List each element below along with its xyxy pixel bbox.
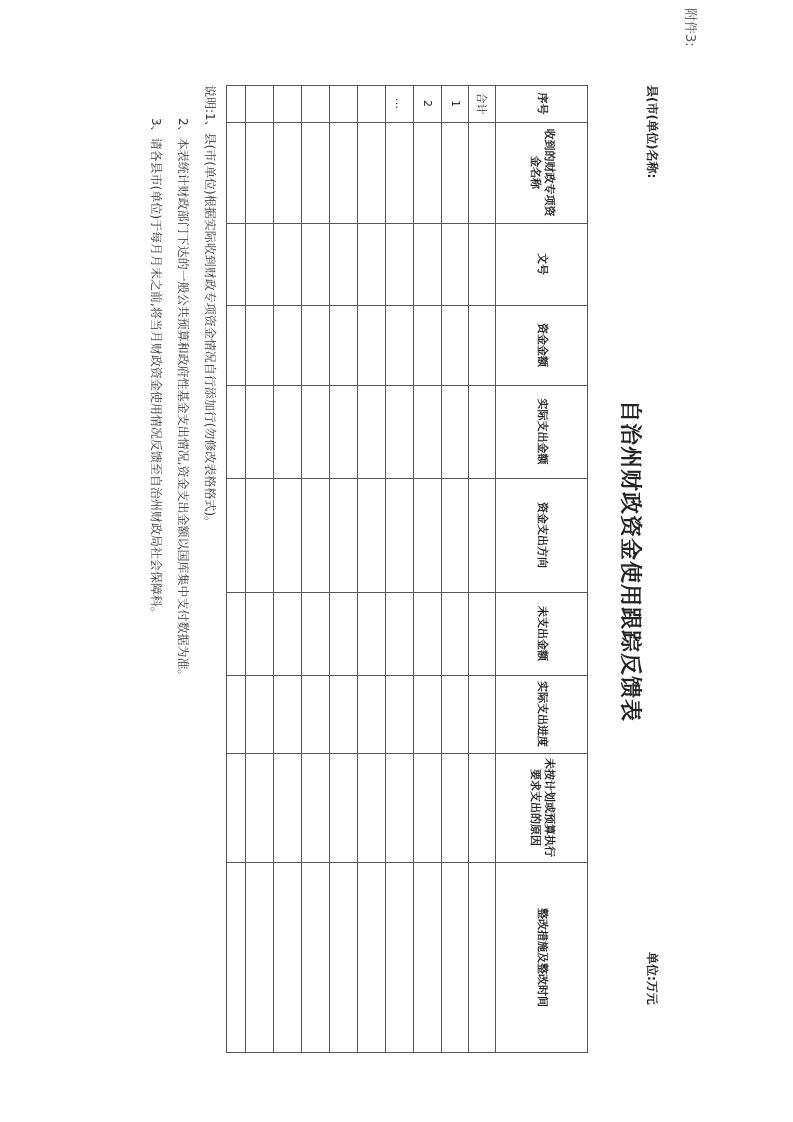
- table-gridline: [468, 85, 469, 1053]
- note-line: 说明:1、县(市(单位)根据实际收到财政专项资金情况自行添加行(勿修改表格格式)。: [203, 85, 217, 529]
- header-delay-reason: 未按计划或预算执行要求支出的原因: [529, 758, 556, 857]
- table-gridline: [226, 85, 227, 1053]
- table-gridline: [226, 385, 588, 386]
- row-label: 合计: [475, 92, 489, 115]
- row-label: [226, 85, 246, 122]
- table-gridline: [226, 478, 588, 479]
- header-fund-amount: 资金金额: [536, 323, 549, 367]
- feedback-table: [226, 85, 588, 1053]
- row-label: [274, 85, 302, 122]
- header-actual-expenditure: 实际支出金额: [536, 398, 549, 465]
- table-gridline: [226, 675, 588, 676]
- table-gridline: [587, 85, 588, 1053]
- table-gridline: [226, 305, 588, 306]
- header-expenditure-progress: 实际支出进度: [536, 681, 549, 747]
- row-label: [246, 85, 274, 122]
- county-name-label: 县(市(单位)名称:: [645, 85, 659, 179]
- header-document-no: 文号: [536, 253, 549, 275]
- row-label: [330, 85, 358, 122]
- attachment-label: 附件3:: [682, 8, 697, 47]
- row-label: [302, 85, 330, 122]
- table-gridline: [226, 223, 588, 224]
- table-gridline: [226, 122, 588, 123]
- unit-label: 单位:万元: [645, 952, 659, 1005]
- table-gridline: [226, 85, 588, 86]
- page-title: 自治州财政资金使用跟踪反馈表: [617, 399, 642, 722]
- table-gridline: [273, 85, 274, 1053]
- header-rectification: 整改措施及整改时间: [536, 908, 549, 1007]
- row-label: …: [393, 98, 407, 109]
- table-gridline: [495, 85, 496, 1053]
- table-gridline: [413, 85, 414, 1053]
- row-label: 1: [449, 100, 462, 107]
- header-serial-no: 序号: [536, 92, 549, 115]
- table-gridline: [226, 1052, 588, 1053]
- table-gridline: [357, 85, 358, 1053]
- row-label: [358, 85, 386, 122]
- notes: [142, 85, 223, 681]
- table-gridline: [226, 592, 588, 593]
- header-fund-name: 收到的财政专项资金名称: [529, 128, 556, 217]
- table-gridline: [245, 85, 246, 1053]
- table-gridline: [301, 85, 302, 1053]
- table-gridline: [441, 85, 442, 1053]
- header-unspent-amount: 未支出金额: [536, 606, 549, 661]
- header-expenditure-direction: 资金支出方向: [536, 502, 549, 568]
- table-gridline: [385, 85, 386, 1053]
- note-line: 3、请各县市(单位)于每月月末之前,将当月财政资金使用情况反馈至自治州财政局社会保障科。: [149, 118, 163, 619]
- row-label: 2: [421, 100, 435, 107]
- table-gridline: [329, 85, 330, 1053]
- table-gridline: [226, 862, 588, 863]
- note-line: 2、本表统计财政部门下达的一般公共预算和政府性基金支出情况,资金支出金额以国库集中支付数据为准。: [176, 118, 190, 682]
- table-gridline: [226, 753, 588, 754]
